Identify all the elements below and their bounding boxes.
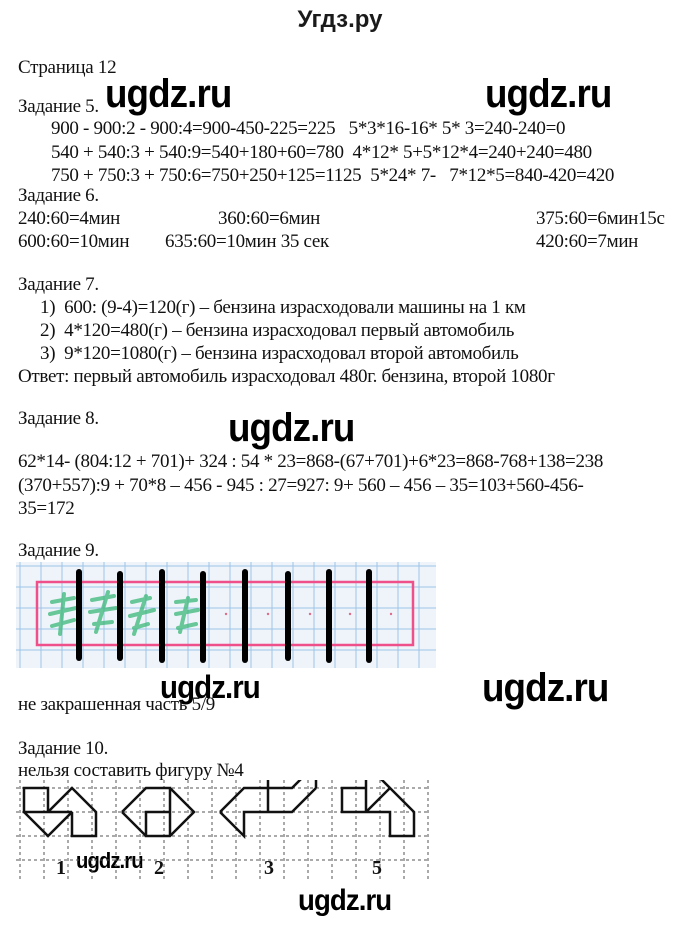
page-label: Страница 12 [18,57,117,78]
task7-answer: Ответ: первый автомобиль израсходовал 480г. бензина, второй 1080г [18,366,555,387]
task9-title: Задание 9. [18,540,99,561]
watermark: ugdz.ru [485,72,612,116]
task5-line: 900 - 900:2 - 900:4=900-450-225=225 5*3*16-16* 5* 3=240-240=0 [51,118,566,139]
watermark: ugdz.ru [105,72,232,116]
figure-label: 3 [264,857,274,879]
watermark: ugdz.ru [76,848,143,873]
task7-title: Задание 7. [18,274,99,295]
task10-title: Задание 10. [18,738,109,759]
task7-step: 2) 4*120=480(г) – бензина израсходовал первый автомобиль [40,320,515,341]
figure-label: 5 [372,857,382,879]
task7-step: 1) 600: (9-4)=120(г) – бензина израсходовали машины на 1 км [40,297,526,318]
watermark: ugdz.ru [160,669,260,705]
task9-answer: не закрашенная часть 5/9 [18,694,215,715]
task6-cell: 360:60=6мин [218,208,321,229]
task7-step: 3) 9*120=1080(г) – бензина израсходовал второй автомобиль [40,343,519,364]
task5-line: 750 + 750:3 + 750:6=750+250+125=1125 5*24* 7- 7*12*5=840-420=420 [51,165,615,186]
task8-line: (370+557):9 + 70*8 – 456 - 945 : 27=927: 9+ 560 – 456 – 35=103+560-456- [18,475,584,496]
task8-line: 35=172 [18,498,75,519]
task5-line: 540 + 540:3 + 540:9=540+180+60=780 4*12* 5+5*12*4=240+240=480 [51,142,592,163]
fraction-grid-figure [16,562,436,668]
task8-line: 62*14- (804:12 + 701)+ 324 : 54 * 23=868-(67+701)+6*23=868-768+138=238 [18,451,604,472]
figure-label: 2 [154,857,164,879]
watermark: ugdz.ru [228,406,355,450]
task6-cell: 635:60=10мин 35 сек [165,231,329,252]
task8-title: Задание 8. [18,408,99,429]
task6-title: Задание 6. [18,185,99,206]
task6-cell: 375:60=6мин15с [536,208,665,229]
task6-cell: 240:60=4мин [18,208,121,229]
task6-cell: 600:60=10мин [18,231,130,252]
site-title: Угдз.ру [297,6,383,33]
shapes-figure [16,780,430,880]
task10-answer: нельзя составить фигуру №4 [18,760,244,781]
watermark: ugdz.ru [482,666,609,710]
task5-title: Задание 5. [18,96,99,117]
task6-cell: 420:60=7мин [536,231,639,252]
watermark: ugdz.ru [298,884,392,917]
figure-label: 1 [56,857,66,879]
